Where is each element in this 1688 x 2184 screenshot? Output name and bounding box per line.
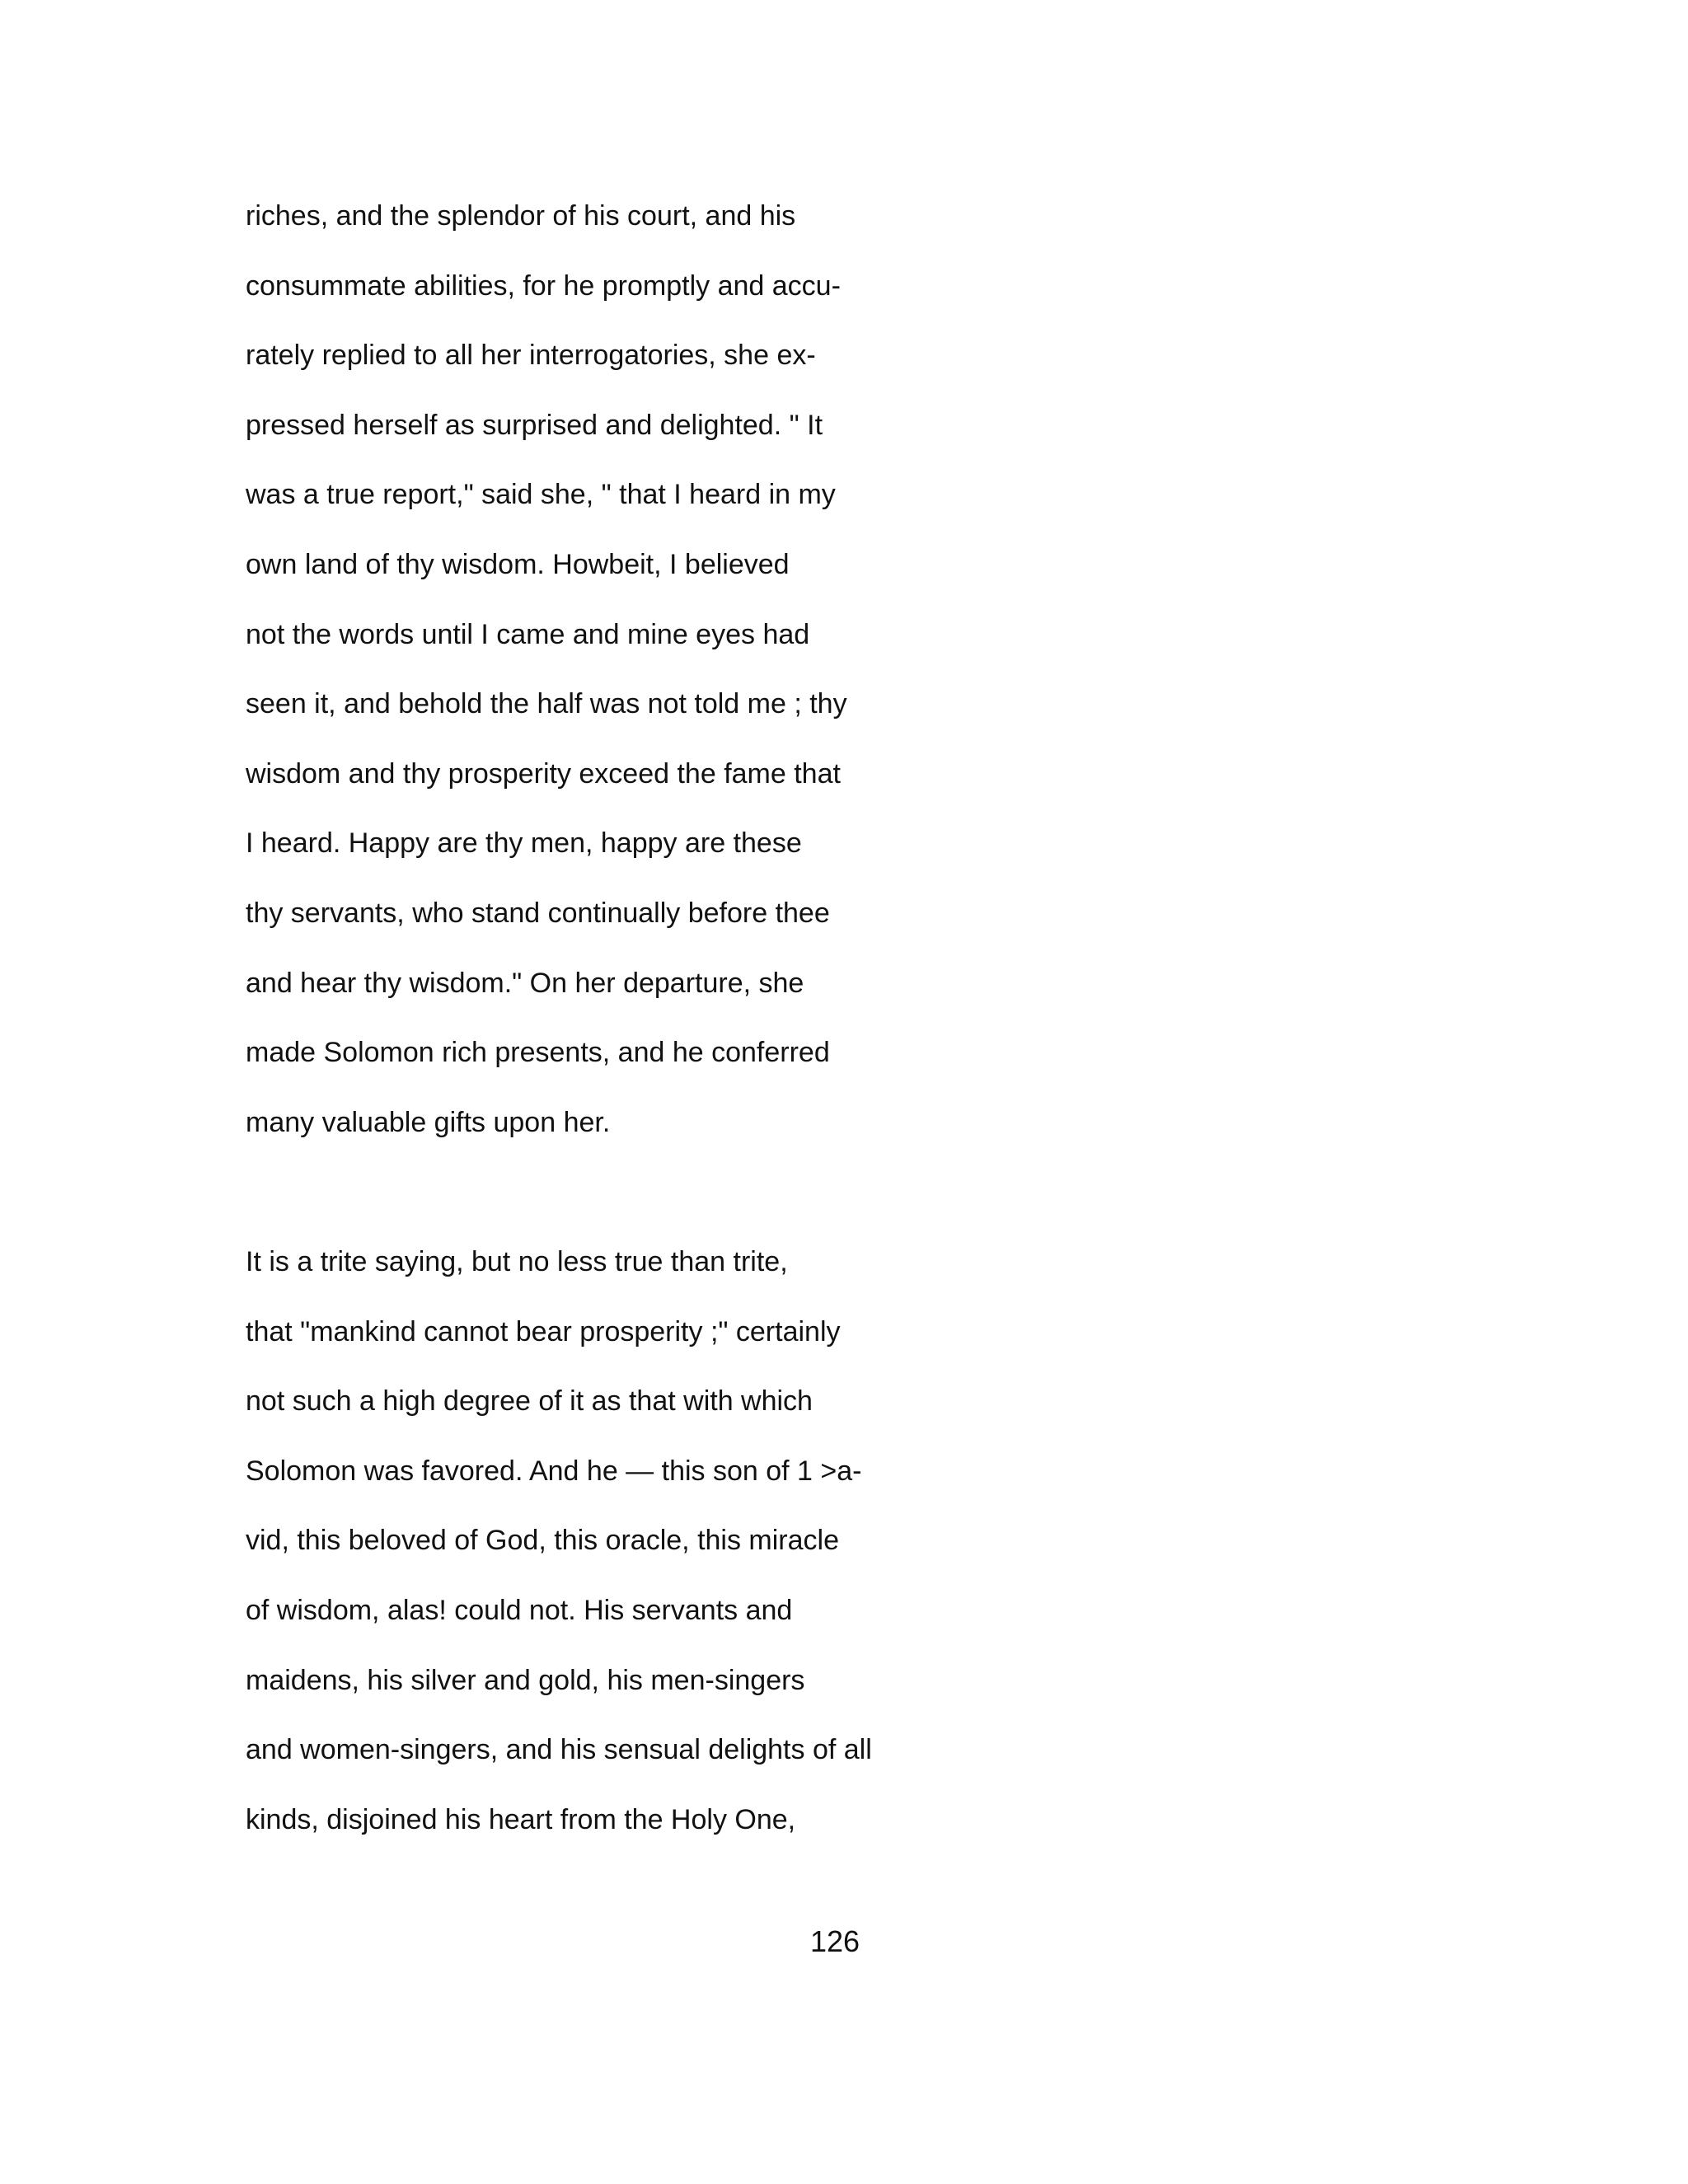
text-line: maidens, his silver and gold, his men-singers: [246, 1664, 805, 1696]
text-line: that "mankind cannot bear prosperity ;" certainly: [246, 1315, 841, 1347]
text-line: Solomon was favored. And he — this son of 1 >a-: [246, 1455, 862, 1487]
text-line: and hear thy wisdom." On her departure, she: [246, 967, 804, 999]
text-line: thy servants, who stand continually before thee: [246, 897, 830, 929]
page-number: 126: [809, 1924, 860, 1958]
text-line: kinds, disjoined his heart from the Holy One,: [246, 1803, 796, 1835]
text-line: I heard. Happy are thy men, happy are these: [246, 827, 802, 860]
text-line: consummate abilities, for he promptly and accu-: [246, 269, 841, 302]
text-line: own land of thy wisdom. Howbeit, I believed: [246, 548, 790, 580]
paragraph-2: [246, 1227, 1317, 1854]
text-line: made Solomon rich presents, and he conferred: [246, 1037, 830, 1069]
text-line: riches, and the splendor of his court, and his: [246, 200, 796, 232]
text-line: pressed herself as surprised and delighted. " It: [246, 409, 823, 441]
text-line: vid, this beloved of God, this oracle, this miracle: [246, 1525, 839, 1557]
text-line: rately replied to all her interrogatories, she ex-: [246, 340, 816, 372]
text-line: of wisdom, alas! could not. His servants and: [246, 1594, 793, 1626]
text-line: not the words until I came and mine eyes had: [246, 618, 810, 650]
text-line: seen it, and behold the half was not told me ; thy: [246, 688, 847, 720]
text-line: many valuable gifts upon her.: [246, 1106, 611, 1138]
text-line: was a true report," said she, " that I heard in my: [246, 479, 836, 511]
paragraph-1: [246, 181, 1317, 1157]
text-line: not such a high degree of it as that with which: [246, 1385, 813, 1418]
text-line: It is a trite saying, but no less true than trite,: [246, 1246, 788, 1277]
text-line: and women-singers, and his sensual delights of all: [246, 1734, 872, 1766]
text-line: wisdom and thy prosperity exceed the fame that: [246, 757, 841, 790]
